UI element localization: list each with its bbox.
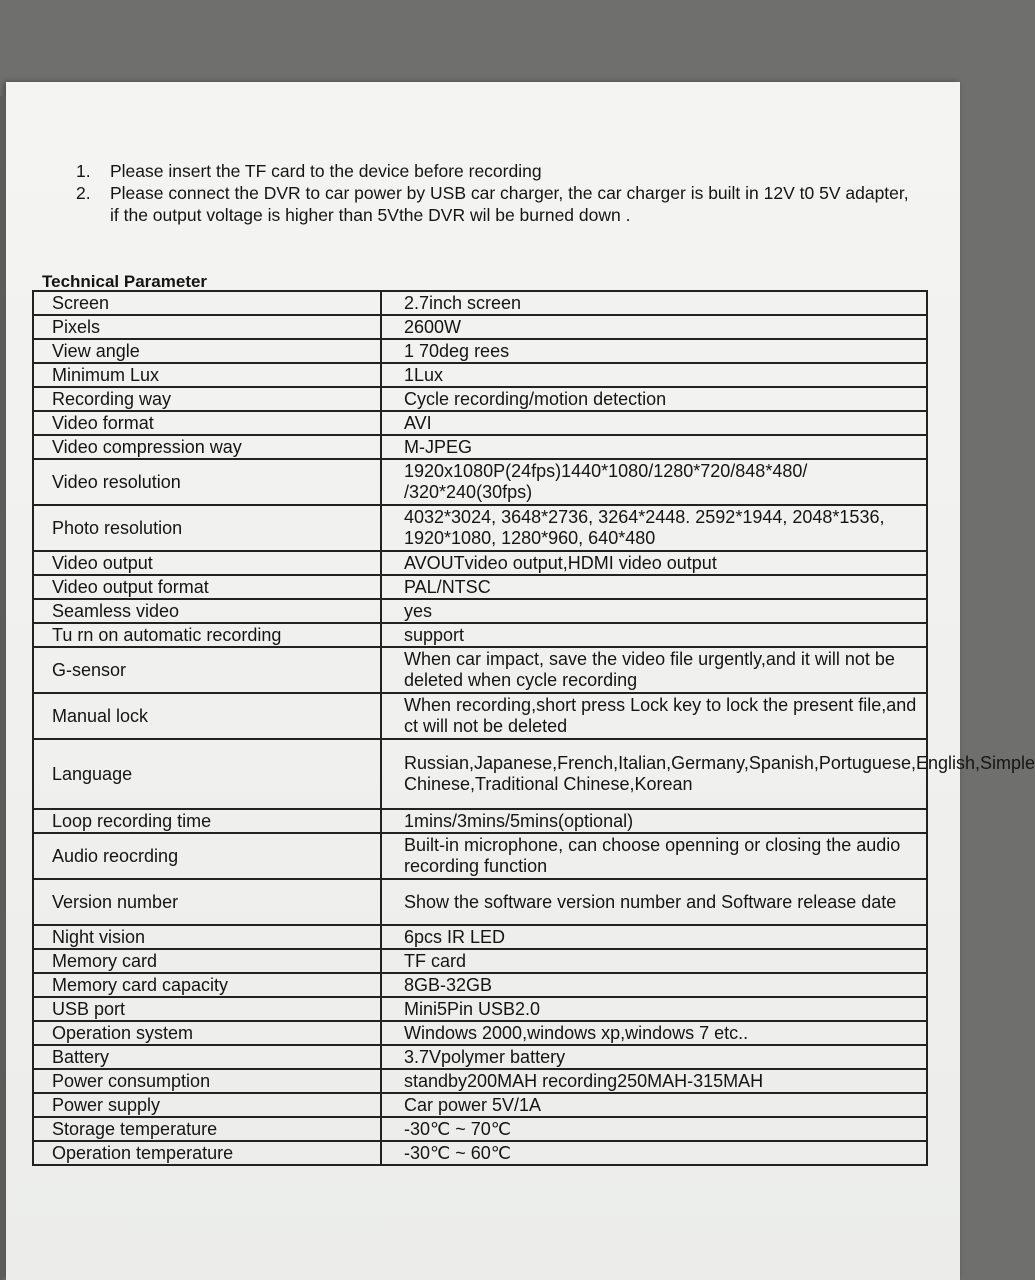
table-row xyxy=(33,925,927,949)
instructions-list xyxy=(76,160,916,226)
param-value: Built-in microphone, can choose openning or closing the audio recording function xyxy=(381,833,927,879)
param-value: 2.7inch screen xyxy=(381,291,927,315)
param-value: -30℃ ~ 60℃ xyxy=(381,1141,927,1165)
param-value: 2600W xyxy=(381,315,927,339)
table-row xyxy=(33,363,927,387)
param-value: Car power 5V/1A xyxy=(381,1093,927,1117)
param-name: Memory card capacity xyxy=(33,973,381,997)
param-value: 1Lux xyxy=(381,363,927,387)
param-value: M-JPEG xyxy=(381,435,927,459)
table-row xyxy=(33,1069,927,1093)
table-row xyxy=(33,1141,927,1165)
param-value: 1 70deg rees xyxy=(381,339,927,363)
instruction-text: Please insert the TF card to the device before recording xyxy=(110,161,542,181)
instruction-number: 2. xyxy=(76,183,91,203)
param-value: TF card xyxy=(381,949,927,973)
param-value: Cycle recording/motion detection xyxy=(381,387,927,411)
param-name: View angle xyxy=(33,339,381,363)
param-name: Video output xyxy=(33,551,381,575)
param-name: Screen xyxy=(33,291,381,315)
param-name: Loop recording time xyxy=(33,809,381,833)
param-name: Photo resolution xyxy=(33,505,381,551)
table-row xyxy=(33,315,927,339)
param-value: 3.7Vpolymer battery xyxy=(381,1045,927,1069)
param-name: Memory card xyxy=(33,949,381,973)
param-name: Audio reocrding xyxy=(33,833,381,879)
table-row xyxy=(33,551,927,575)
param-value: Mini5Pin USB2.0 xyxy=(381,997,927,1021)
param-name: Storage temperature xyxy=(33,1117,381,1141)
param-name: Battery xyxy=(33,1045,381,1069)
param-name: Manual lock xyxy=(33,693,381,739)
table-row xyxy=(33,435,927,459)
param-value: When recording,short press Lock key to lock the present file,and ct will not be deleted xyxy=(381,693,927,739)
param-name: Version number xyxy=(33,879,381,925)
param-name: G-sensor xyxy=(33,647,381,693)
instruction-item xyxy=(76,160,916,182)
param-name: Video format xyxy=(33,411,381,435)
table-row xyxy=(33,339,927,363)
table-row xyxy=(33,387,927,411)
param-value: AVOUTvideo output,HDMI video output xyxy=(381,551,927,575)
param-name: Tu rn on automatic recording xyxy=(33,623,381,647)
table-row xyxy=(33,411,927,435)
param-value: PAL/NTSC xyxy=(381,575,927,599)
param-name: Night vision xyxy=(33,925,381,949)
param-name: Operation system xyxy=(33,1021,381,1045)
table-row xyxy=(33,599,927,623)
table-row xyxy=(33,623,927,647)
table-row xyxy=(33,739,927,809)
param-value: yes xyxy=(381,599,927,623)
param-value: 1mins/3mins/5mins(optional) xyxy=(381,809,927,833)
param-name: Minimum Lux xyxy=(33,363,381,387)
table-row xyxy=(33,973,927,997)
table-row xyxy=(33,879,927,925)
param-value: Windows 2000,windows xp,windows 7 etc.. xyxy=(381,1021,927,1045)
param-name: Video output format xyxy=(33,575,381,599)
param-name: Language xyxy=(33,739,381,809)
technical-parameter-table xyxy=(32,290,1035,1166)
param-value: Show the software version number and Software release date xyxy=(381,879,927,925)
table-row xyxy=(33,459,927,505)
param-value: 6pcs IR LED xyxy=(381,925,927,949)
param-name: Power consumption xyxy=(33,1069,381,1093)
param-value: -30℃ ~ 70℃ xyxy=(381,1117,927,1141)
section-title: Technical Parameter xyxy=(42,272,208,291)
table-row xyxy=(33,1093,927,1117)
param-name: Recording way xyxy=(33,387,381,411)
param-name: Seamless video xyxy=(33,599,381,623)
param-value: standby200MAH recording250MAH-315MAH xyxy=(381,1069,927,1093)
instruction-item xyxy=(76,182,916,226)
param-name: USB port xyxy=(33,997,381,1021)
table-row xyxy=(33,1045,927,1069)
table-row xyxy=(33,647,927,693)
instruction-number: 1. xyxy=(76,161,91,181)
param-value: support xyxy=(381,623,927,647)
table-row xyxy=(33,809,927,833)
table-row xyxy=(33,693,927,739)
param-value: Russian,Japanese,French,Italian,Germany,Spanish,Portuguese,English,Simple Chinese,Traditional Chinese,Korean xyxy=(381,739,927,809)
instruction-text: Please connect the DVR to car power by USB car charger, the car charger is built in 12V t0 5V adapter, if the output voltage is higher than 5Vthe DVR wil be burned down . xyxy=(110,183,909,225)
table-row xyxy=(33,833,927,879)
param-value: 1920x1080P(24fps)1440*1080/1280*720/848*480/ /320*240(30fps) xyxy=(381,459,927,505)
param-value: When car impact, save the video file urgently,and it will not be deleted when cycle recording xyxy=(381,647,927,693)
table-row xyxy=(33,1021,927,1045)
table-row xyxy=(33,575,927,599)
param-name: Operation temperature xyxy=(33,1141,381,1165)
table-row xyxy=(33,1117,927,1141)
table-row xyxy=(33,949,927,973)
param-name: Pixels xyxy=(33,315,381,339)
param-value: AVI xyxy=(381,411,927,435)
param-name: Video resolution xyxy=(33,459,381,505)
table-row xyxy=(33,997,927,1021)
param-value: 4032*3024, 3648*2736, 3264*2448. 2592*1944, 2048*1536, 1920*1080, 1280*960, 640*480 xyxy=(381,505,927,551)
table-row xyxy=(33,291,927,315)
table-row xyxy=(33,505,927,551)
param-name: Power supply xyxy=(33,1093,381,1117)
param-value: 8GB-32GB xyxy=(381,973,927,997)
param-name: Video compression way xyxy=(33,435,381,459)
